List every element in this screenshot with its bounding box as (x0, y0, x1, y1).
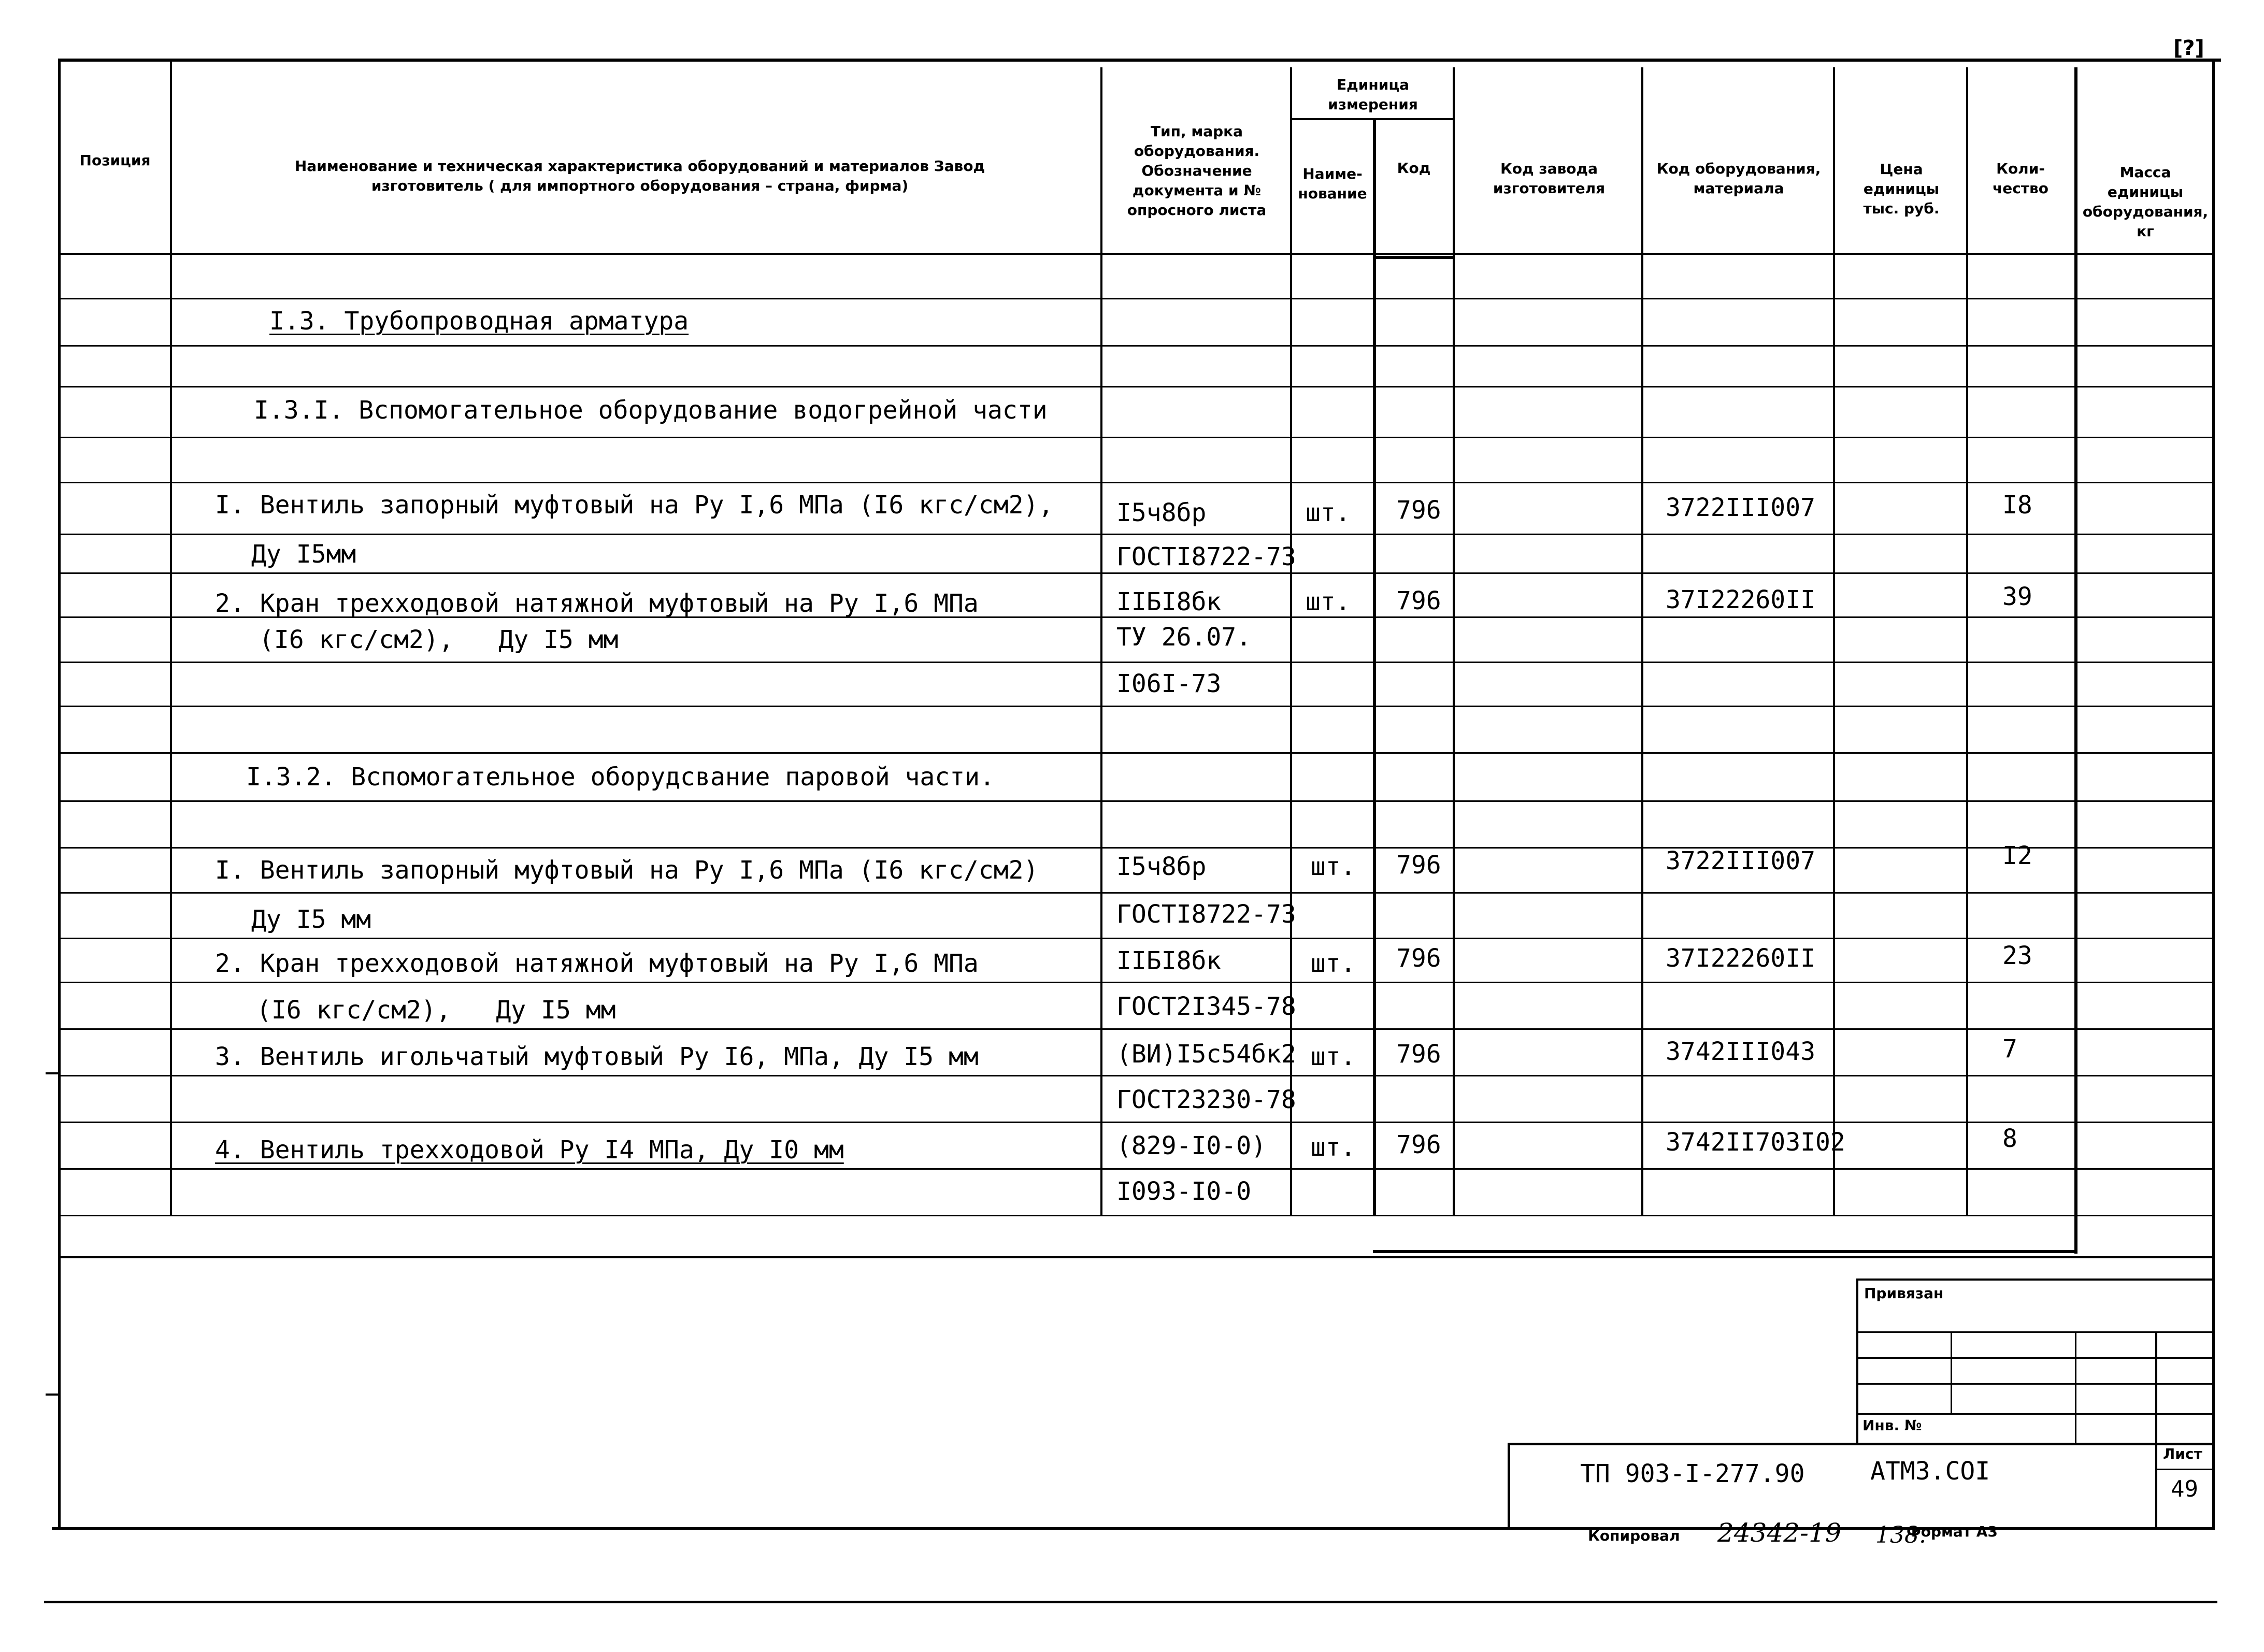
section-1-3-2: I.3.2. Вспомогательное оборудсвание паровой части. (246, 763, 995, 792)
col-line-1 (170, 59, 172, 1216)
row-5-name-1 (215, 1134, 844, 1166)
row-2-name-1: I. Вентиль запорный муфтовый на Ру I,6 МПа (I6 кгс/см2) (215, 856, 1039, 885)
stamp-line (1856, 1383, 2215, 1385)
row-3-name-1: 2. Кран трехходовой натяжной муфтовый на Ру I,6 МПа (215, 949, 979, 978)
row-2-type-1: I5ч8бр (1116, 852, 1207, 881)
stamp-vline (2075, 1331, 2076, 1445)
row-4-equip: 3742III043 (1666, 1037, 1815, 1066)
row-0-equip: 3722III007 (1666, 493, 1815, 522)
col-line-4 (1373, 118, 1376, 1216)
row-3-equip: 37I22260II (1666, 944, 1815, 973)
row-3-type-1: IIБI8бк (1116, 946, 1222, 975)
row-line (58, 1028, 2215, 1030)
row-2-name-2: Ду I5 мм (251, 905, 371, 934)
row-1-code: 796 (1396, 586, 1441, 615)
stamp-sheet-label: Лист (2163, 1445, 2202, 1462)
header-quantity: Коли-чество (1993, 160, 2048, 197)
section-1-3 (269, 306, 689, 337)
col-line-7 (1833, 67, 1835, 1216)
row-line (58, 706, 2215, 707)
row-5-name-1-text: 4. Вентиль трехходовой Ру I4 МПа, Ду I0 мм (215, 1136, 844, 1165)
code-col-top-bold (1373, 256, 1454, 259)
header-bottom-line (58, 253, 2215, 255)
header-name: Наименование и техническая характеристика оборудований и материалов Завод изготовитель ( для импортного оборудования – страна, фирма) (294, 157, 985, 194)
row-5-type-2: I093-I0-0 (1116, 1177, 1252, 1206)
row-line (58, 386, 2215, 387)
stamp-main-left (1508, 1443, 1510, 1530)
row-line (58, 892, 2215, 894)
row-5-type-1: (829-I0-0) (1116, 1131, 1266, 1160)
row-3-type-2: ГОСТ2I345-78 (1116, 992, 1296, 1021)
row-2-type-2: ГОСТI8722-73 (1116, 900, 1296, 929)
row-2-code: 796 (1396, 851, 1441, 880)
row-line (58, 1168, 2215, 1170)
row-line (58, 345, 2215, 347)
row-5-code: 796 (1396, 1130, 1441, 1159)
row-0-qty: I8 (2002, 491, 2032, 520)
row-2-unit: шт. (1311, 852, 1356, 881)
footer-format-label: Формат А3 (1907, 1523, 1998, 1540)
col-line-8 (1966, 67, 1968, 1216)
row-line (58, 437, 2215, 438)
stamp-inv-label: Инв. № (1862, 1417, 1922, 1434)
row-5-qty: 8 (2002, 1124, 2017, 1153)
row-2-equip: 3722III007 (1666, 846, 1815, 875)
row-line (58, 800, 2215, 802)
header-equipment-code: Код оборудования, материала (1656, 160, 1821, 197)
section-1-3-text: I.3. Трубопроводная арматура (269, 307, 689, 336)
page-bottom-line (44, 1601, 2217, 1603)
row-1-type-1: IIБI8бк (1116, 587, 1222, 616)
row-1-type-3: I06I-73 (1116, 669, 1222, 698)
row-line (58, 1215, 2215, 1216)
row-4-type-1: (ВИ)I5с54бк2 (1116, 1040, 1296, 1069)
stamp-sheet-line (2155, 1469, 2215, 1470)
stamp-vline (1951, 1331, 1952, 1414)
row-0-name-1: I. Вентиль запорный муфтовый на Ру I,6 МПа (I6 кгс/см2), (215, 491, 1054, 520)
row-line (58, 1122, 2215, 1123)
header-mass: Масса единицы оборудования, кг (2082, 164, 2209, 240)
stamp-doc-number: ТП 903-I-277.90 (1580, 1459, 1805, 1488)
section-1-3-1: I.3.I. Вспомогательное оборудование водогрейной части (254, 396, 1048, 425)
col-line-5 (1453, 67, 1455, 1216)
row-4-code: 796 (1396, 1040, 1441, 1069)
row-line (58, 847, 2215, 849)
col-line-6 (1641, 67, 1643, 1216)
row-1-unit: шт. (1306, 587, 1351, 616)
footer-handwritten-number-2: 138. (1875, 1522, 1926, 1548)
stamp-vline (2155, 1331, 2157, 1528)
row-0-unit: шт. (1306, 498, 1351, 527)
row-0-code: 796 (1396, 496, 1441, 525)
header-unit-code: Код (1397, 160, 1431, 177)
row-4-qty: 7 (2002, 1035, 2017, 1064)
row-1-type-2: ТУ 26.07. (1116, 623, 1252, 652)
stamp-doc-code: АТМЗ.СОI (1870, 1457, 1990, 1486)
left-tick-2 (46, 1394, 59, 1396)
header-price: Цена единицы тыс. руб. (1863, 161, 1940, 217)
header-factory-code: Код завода изготовителя (1493, 160, 1606, 197)
frame-right-line (2212, 59, 2215, 1530)
col-line-2 (1100, 67, 1102, 1216)
stamp-line (1856, 1331, 2215, 1333)
table-bottom-line (58, 1256, 2215, 1258)
row-line (58, 938, 2215, 939)
row-line (58, 482, 2215, 483)
row-3-name-2: (I6 кгс/см2), Ду I5 мм (256, 996, 616, 1025)
row-line (58, 982, 2215, 983)
unit-sub-line (1290, 118, 1455, 120)
row-0-type-1: I5ч8бр (1116, 498, 1207, 527)
left-tick-1 (46, 1072, 59, 1074)
row-line (58, 534, 2215, 535)
row-1-name-1: 2. Кран трехходовой натяжной муфтовый на Ру I,6 МПа (215, 589, 979, 618)
row-line (58, 298, 2215, 299)
row-line (58, 752, 2215, 754)
row-5-equip: 3742II703I02 (1666, 1128, 1845, 1157)
footer-handwritten-number: 24342-19 (1717, 1518, 1842, 1548)
row-4-unit: шт. (1311, 1042, 1356, 1071)
stamp-box-left (1856, 1278, 1858, 1444)
row-3-unit: шт. (1311, 949, 1356, 978)
row-3-code: 796 (1396, 944, 1441, 973)
header-unit-group: Единица измерения (1328, 76, 1418, 113)
stamp-line (1856, 1413, 2215, 1415)
row-4-type-2: ГОСТ23230-78 (1116, 1085, 1296, 1114)
row-1-equip: 37I22260II (1666, 585, 1815, 614)
row-line (58, 662, 2215, 663)
stamp-bound-label: Привязан (1864, 1285, 1944, 1302)
row-line (58, 572, 2215, 574)
row-1-name-2: (I6 кгс/см2), Ду I5 мм (259, 625, 619, 654)
header-unit-name: Наиме-нование (1298, 165, 1367, 202)
stamp-sheet-number: 49 (2171, 1476, 2198, 1502)
row-3-qty: 23 (2002, 941, 2032, 970)
footer-copied-label: Копировал (1588, 1527, 1680, 1544)
header-type-mark: Тип, марка оборудования. Обозначение документа и № опросного листа (1127, 123, 1267, 219)
frame-left-line (58, 59, 61, 1530)
stamp-main-top (1508, 1443, 2215, 1445)
row-0-type-2: ГОСТI8722-73 (1116, 542, 1296, 571)
row-1-qty: 39 (2002, 582, 2032, 611)
code-col-bottom-bold (1373, 1250, 2077, 1253)
header-position: Позиция (79, 152, 151, 169)
row-line (58, 1075, 2215, 1076)
stamp-line (1856, 1357, 2215, 1359)
row-4-name-1: 3. Вентиль игольчатый муфтовый Ру I6, МПа, Ду I5 мм (215, 1042, 979, 1071)
page-mark: [?] (2173, 36, 2204, 60)
row-0-name-2: Ду I5мм (251, 540, 356, 569)
row-5-unit: шт. (1311, 1133, 1356, 1162)
stamp-box-top (1856, 1278, 2215, 1281)
row-2-qty: I2 (2002, 841, 2032, 870)
frame-top-line (58, 59, 2221, 62)
